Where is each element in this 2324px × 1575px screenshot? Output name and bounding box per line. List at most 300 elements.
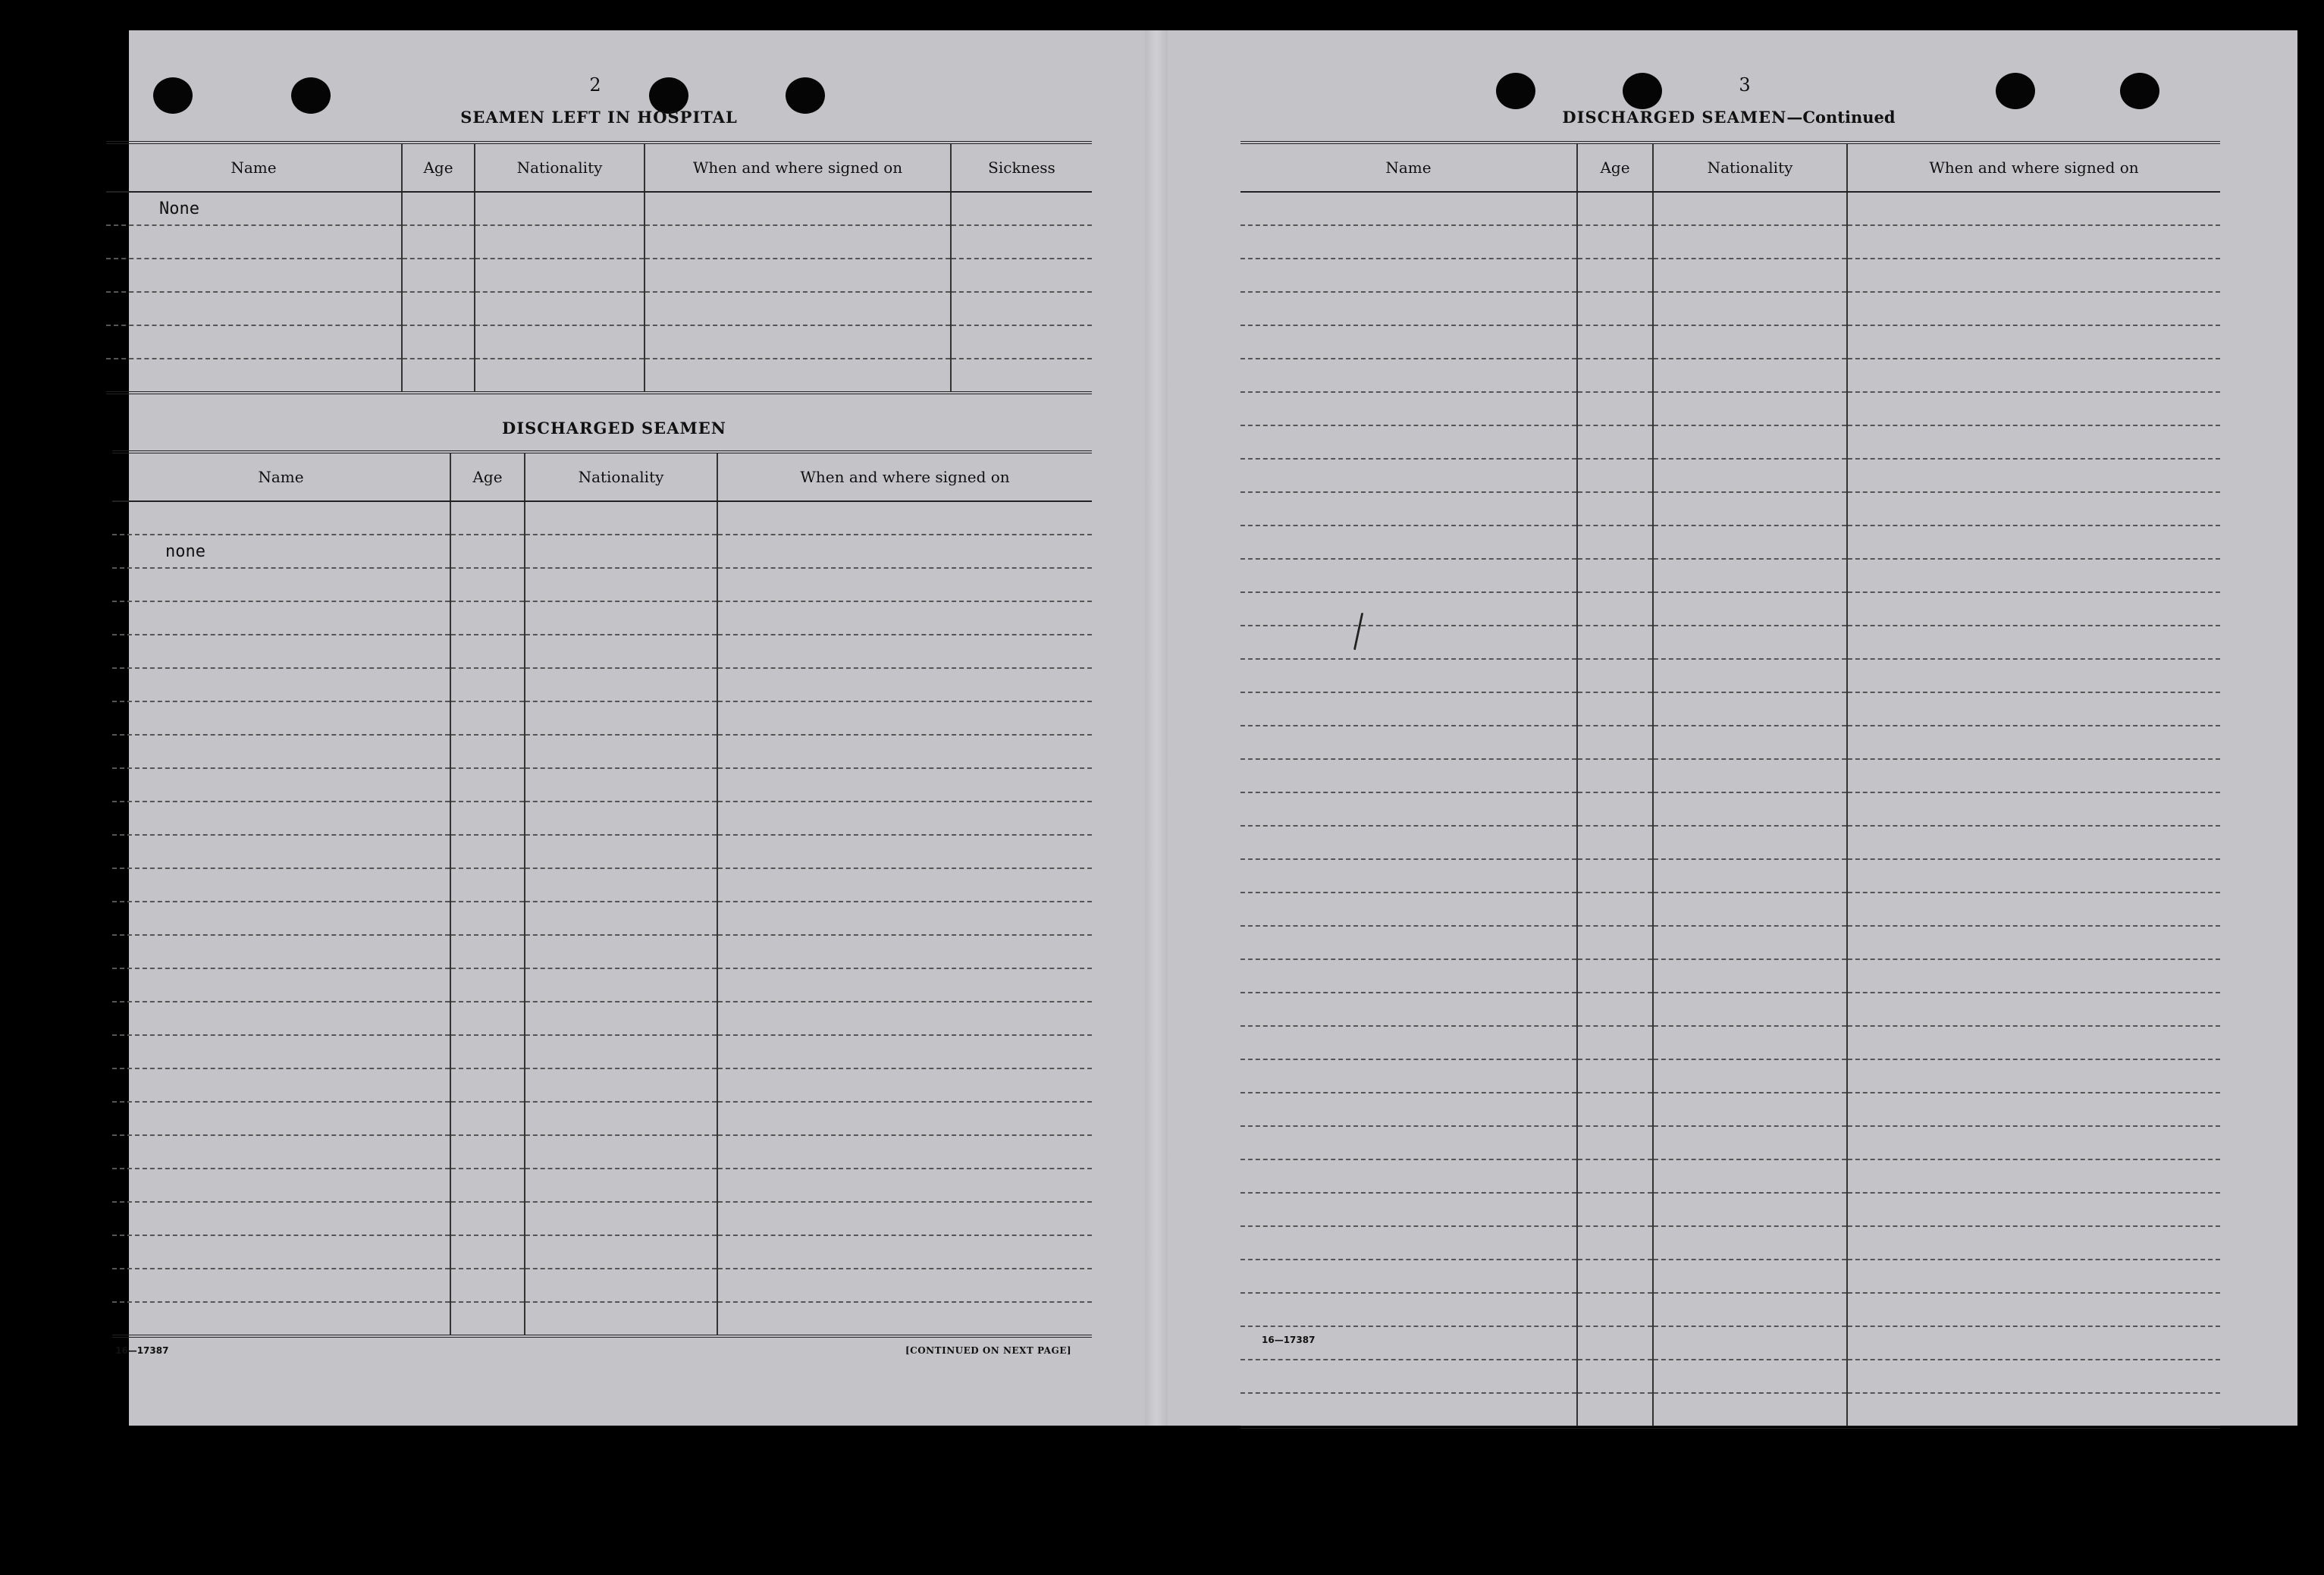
table-row [1240, 592, 2220, 626]
table-cell [1240, 392, 1577, 425]
table-row [1240, 526, 2220, 559]
discharged-table [112, 450, 1092, 1338]
table-cell [450, 701, 525, 735]
table-cell [1240, 192, 1577, 225]
table-cell [1577, 392, 1653, 425]
table-cell [1653, 993, 1847, 1026]
table-row [106, 259, 1092, 292]
table-cell [1577, 1193, 1653, 1226]
table-cell [525, 568, 717, 601]
table-row [1240, 425, 2220, 459]
table-row [112, 601, 1092, 635]
table-cell [1577, 192, 1653, 225]
table-cell [1577, 492, 1653, 526]
table-cell [717, 568, 1092, 601]
table-cell [1577, 592, 1653, 626]
table-cell [450, 1068, 525, 1102]
column-header: Nationality [1653, 143, 1847, 192]
table-cell [402, 259, 475, 292]
table-cell [1577, 826, 1653, 859]
table-cell [1240, 659, 1577, 692]
table-cell [1847, 926, 2220, 959]
table-cell [717, 1135, 1092, 1169]
table-cell [1240, 1226, 1577, 1260]
table-cell [112, 701, 450, 735]
table-cell [112, 1102, 450, 1135]
column-header: Name [1240, 143, 1577, 192]
table-cell [717, 1169, 1092, 1202]
table-cell [1577, 659, 1653, 692]
table-cell [1577, 1260, 1653, 1293]
binder-hole [786, 77, 825, 114]
table-cell [112, 935, 450, 968]
table-cell [525, 1002, 717, 1035]
table-row [1240, 626, 2220, 659]
table-cell [1653, 1093, 1847, 1126]
table-row [112, 668, 1092, 701]
table-cell [525, 802, 717, 835]
table-cell [450, 1169, 525, 1202]
table-cell [525, 1269, 717, 1302]
table-cell [450, 968, 525, 1002]
table-cell [1653, 926, 1847, 959]
table-cell [1847, 1326, 2220, 1360]
table-row [106, 292, 1092, 325]
table-row [1240, 492, 2220, 526]
table-cell [112, 735, 450, 768]
column-header: Name [106, 143, 402, 192]
table-cell [475, 192, 645, 225]
table-cell [1577, 926, 1653, 959]
table-cell [525, 968, 717, 1002]
table-row [1240, 292, 2220, 325]
column-header: When and where signed on [717, 452, 1092, 501]
table-cell [450, 635, 525, 668]
table-row [1240, 1393, 2220, 1427]
table-cell [1240, 993, 1577, 1026]
table-cell [1653, 1293, 1847, 1326]
table-cell [1240, 959, 1577, 993]
table-cell [1577, 692, 1653, 726]
table-cell [1577, 1326, 1653, 1360]
table-cell [525, 1302, 717, 1336]
table-cell [1240, 1093, 1577, 1126]
table-cell [1240, 792, 1577, 826]
table-row [1240, 859, 2220, 893]
table-cell [450, 735, 525, 768]
table-cell [717, 1235, 1092, 1269]
table-cell [450, 1269, 525, 1302]
table-cell [1847, 1026, 2220, 1059]
table-cell [1847, 392, 2220, 425]
table-cell [106, 259, 402, 292]
table-cell [1577, 792, 1653, 826]
column-header: When and where signed on [645, 143, 951, 192]
table-cell [1847, 1059, 2220, 1093]
table-cell [1653, 1026, 1847, 1059]
table-cell [717, 968, 1092, 1002]
table-cell [1240, 1260, 1577, 1293]
table-cell [1577, 626, 1653, 659]
table-row [1240, 225, 2220, 259]
table-cell [1240, 325, 1577, 359]
table-cell [645, 359, 951, 393]
table-cell [525, 668, 717, 701]
table-row [1240, 926, 2220, 959]
binder-hole [1496, 73, 1535, 109]
table-cell [1847, 1159, 2220, 1193]
table-cell [1653, 692, 1847, 726]
form-number-right: 16—17387 [1262, 1335, 1316, 1345]
table-cell [1577, 259, 1653, 292]
table-cell [1847, 325, 2220, 359]
table-cell [717, 1102, 1092, 1135]
table-cell [645, 325, 951, 359]
table-cell [1240, 1026, 1577, 1059]
table-cell [112, 1068, 450, 1102]
table-row [112, 1002, 1092, 1035]
continued-note: [CONTINUED ON NEXT PAGE] [905, 1345, 1072, 1356]
table-row [112, 535, 1092, 568]
discharged-section-title: DISCHARGED SEAMEN [502, 419, 726, 438]
table-cell [112, 1035, 450, 1068]
table-cell [525, 635, 717, 668]
table-cell [525, 501, 717, 535]
binder-hole [1996, 73, 2035, 109]
table-cell [1847, 1360, 2220, 1393]
table-cell [1240, 225, 1577, 259]
table-cell [717, 768, 1092, 802]
table-cell [1653, 1193, 1847, 1226]
table-cell [1240, 1059, 1577, 1093]
table-cell [112, 902, 450, 935]
table-row [112, 701, 1092, 735]
discharged-continued-suffix: —Continued [1786, 108, 1896, 127]
table-cell [1847, 626, 2220, 659]
table-row [1240, 1360, 2220, 1393]
table-cell [1847, 592, 2220, 626]
table-cell [112, 835, 450, 868]
table-cell [717, 1269, 1092, 1302]
table-cell [1847, 993, 2220, 1026]
table-cell [717, 701, 1092, 735]
table-cell [645, 192, 951, 225]
table-row [1240, 1159, 2220, 1193]
table-cell [525, 1235, 717, 1269]
hospital-table [106, 141, 1092, 394]
table-cell [1847, 1126, 2220, 1159]
table-cell [106, 359, 402, 393]
column-header: When and where signed on [1847, 143, 2220, 192]
table-cell [525, 1169, 717, 1202]
table-cell [717, 1035, 1092, 1068]
table-cell [951, 192, 1092, 225]
discharged-continued-table [1240, 141, 2220, 1429]
column-header: Nationality [475, 143, 645, 192]
table-cell [1577, 559, 1653, 592]
table-row [1240, 325, 2220, 359]
table-cell [1653, 325, 1847, 359]
table-cell [450, 768, 525, 802]
table-cell [1653, 526, 1847, 559]
column-header: Nationality [525, 452, 717, 501]
table-cell [1847, 726, 2220, 759]
table-cell [1847, 425, 2220, 459]
table-cell [112, 768, 450, 802]
table-row [1240, 1093, 2220, 1126]
table-cell [1653, 225, 1847, 259]
table-cell [1577, 325, 1653, 359]
table-cell [450, 668, 525, 701]
table-cell [1240, 592, 1577, 626]
table-cell [1653, 859, 1847, 893]
table-cell [402, 359, 475, 393]
table-cell [525, 1135, 717, 1169]
table-cell [402, 225, 475, 259]
table-cell [1847, 359, 2220, 392]
hospital-section-title: SEAMEN LEFT IN HOSPITAL [460, 108, 738, 127]
table-cell [112, 1202, 450, 1235]
table-cell [717, 835, 1092, 868]
table-cell [1240, 1360, 1577, 1393]
table-cell [475, 359, 645, 393]
table-cell [1847, 959, 2220, 993]
table-cell [1240, 259, 1577, 292]
table-row [106, 225, 1092, 259]
discharged-continued-title [1562, 108, 1895, 127]
table-cell [1847, 859, 2220, 893]
table-cell [450, 501, 525, 535]
table-cell [1240, 492, 1577, 526]
table-cell [1240, 893, 1577, 926]
table-cell [475, 225, 645, 259]
table-row [1240, 1193, 2220, 1226]
table-cell [450, 802, 525, 835]
table-row [112, 735, 1092, 768]
table-cell [951, 225, 1092, 259]
table-cell [1577, 1226, 1653, 1260]
table-cell [1577, 1159, 1653, 1193]
table-cell [1847, 759, 2220, 792]
table-row [112, 1068, 1092, 1102]
table-cell [525, 1068, 717, 1102]
table-cell [112, 1302, 450, 1336]
table-cell [112, 1235, 450, 1269]
table-cell [1847, 492, 2220, 526]
table-cell [1577, 1293, 1653, 1326]
table-cell [450, 1002, 525, 1035]
table-cell [1847, 459, 2220, 492]
table-cell [1577, 1360, 1653, 1393]
form-number-left: 16—17387 [115, 1345, 169, 1356]
table-cell [106, 225, 402, 259]
table-cell [1653, 425, 1847, 459]
table-cell [1847, 559, 2220, 592]
table-cell [1653, 459, 1847, 492]
table-cell [951, 325, 1092, 359]
table-cell [1653, 292, 1847, 325]
table-cell [1847, 292, 2220, 325]
table-cell [525, 768, 717, 802]
table-row [1240, 192, 2220, 225]
table-cell [1653, 893, 1847, 926]
table-row [112, 1302, 1092, 1336]
table-cell [1240, 1159, 1577, 1193]
table-cell [717, 1002, 1092, 1035]
table-cell [1653, 626, 1847, 659]
table-row [1240, 259, 2220, 292]
table-cell [450, 1102, 525, 1135]
column-header: Age [1577, 143, 1653, 192]
table-cell [1653, 592, 1847, 626]
table-cell [951, 359, 1092, 393]
table-cell [112, 868, 450, 902]
table-cell [1653, 259, 1847, 292]
table-cell [1577, 425, 1653, 459]
table-cell [106, 325, 402, 359]
table-cell [450, 1302, 525, 1336]
table-cell [1240, 559, 1577, 592]
table-row [112, 868, 1092, 902]
table-row [1240, 792, 2220, 826]
table-row [112, 1135, 1092, 1169]
table-cell [1653, 726, 1847, 759]
table-cell [1240, 1193, 1577, 1226]
table-cell [475, 292, 645, 325]
table-cell [450, 1235, 525, 1269]
table-cell [525, 835, 717, 868]
table-row [1240, 826, 2220, 859]
table-cell [1847, 526, 2220, 559]
table-row [112, 1269, 1092, 1302]
page-number-right: 3 [1739, 74, 1751, 96]
binder-hole [1623, 73, 1662, 109]
table-cell [1577, 1093, 1653, 1126]
table-cell [475, 325, 645, 359]
table-row [106, 359, 1092, 393]
table-cell [1240, 626, 1577, 659]
table-row [1240, 959, 2220, 993]
table-cell [1240, 459, 1577, 492]
table-cell [402, 292, 475, 325]
table-cell [1653, 1326, 1847, 1360]
table-row [1240, 993, 2220, 1026]
table-cell [1847, 1093, 2220, 1126]
table-row [112, 802, 1092, 835]
binder-hole [291, 77, 331, 114]
table-cell [1240, 292, 1577, 325]
table-cell [525, 735, 717, 768]
table-cell [112, 802, 450, 835]
table-cell [1847, 1226, 2220, 1260]
table-cell [1847, 659, 2220, 692]
table-row [1240, 1293, 2220, 1326]
table-row [1240, 1326, 2220, 1360]
table-cell [1240, 526, 1577, 559]
table-cell [717, 535, 1092, 568]
table-cell: none [112, 535, 450, 568]
table-cell [717, 635, 1092, 668]
table-cell [106, 292, 402, 325]
table-row [112, 935, 1092, 968]
table-cell [450, 868, 525, 902]
table-cell [1847, 259, 2220, 292]
table-cell [645, 259, 951, 292]
table-row [1240, 692, 2220, 726]
table-cell [112, 501, 450, 535]
table-cell [525, 535, 717, 568]
table-cell: None [106, 192, 402, 225]
table-cell [717, 802, 1092, 835]
table-cell [525, 601, 717, 635]
table-cell [1240, 826, 1577, 859]
table-cell [1577, 1059, 1653, 1093]
binder-hole [2120, 73, 2159, 109]
table-cell [1653, 792, 1847, 826]
table-cell [402, 192, 475, 225]
table-row [1240, 559, 2220, 592]
table-row [1240, 1126, 2220, 1159]
table-cell [450, 535, 525, 568]
table-cell [450, 1202, 525, 1235]
table-row [1240, 659, 2220, 692]
table-cell [1240, 425, 1577, 459]
table-row [106, 325, 1092, 359]
table-cell [112, 601, 450, 635]
table-cell [1847, 225, 2220, 259]
table-row [112, 635, 1092, 668]
table-cell [1577, 959, 1653, 993]
table-row [1240, 893, 2220, 926]
table-cell [1653, 826, 1847, 859]
table-cell [1847, 192, 2220, 225]
table-cell [1653, 492, 1847, 526]
table-row [1240, 392, 2220, 425]
table-row [112, 568, 1092, 601]
table-cell [717, 735, 1092, 768]
table-cell [951, 259, 1092, 292]
table-cell [717, 868, 1092, 902]
table-cell [717, 1202, 1092, 1235]
table-row [1240, 1026, 2220, 1059]
table-cell [717, 668, 1092, 701]
discharged-continued-title-main: DISCHARGED SEAMEN [1562, 108, 1787, 127]
table-cell [1240, 692, 1577, 726]
table-cell [1653, 759, 1847, 792]
table-cell [1577, 726, 1653, 759]
table-cell [450, 601, 525, 635]
table-row [106, 192, 1092, 225]
table-cell [525, 701, 717, 735]
table-cell [475, 259, 645, 292]
table-cell [1653, 559, 1847, 592]
table-cell [1653, 1360, 1847, 1393]
table-cell [1847, 1260, 2220, 1293]
table-cell [1653, 1059, 1847, 1093]
table-row [112, 835, 1092, 868]
table-cell [717, 1302, 1092, 1336]
table-cell [717, 935, 1092, 968]
table-cell [717, 501, 1092, 535]
table-cell [1240, 1393, 1577, 1427]
table-cell [717, 902, 1092, 935]
page-number-left: 2 [589, 74, 601, 96]
column-header: Age [402, 143, 475, 192]
table-cell [1653, 359, 1847, 392]
table-cell [525, 1102, 717, 1135]
table-cell [645, 225, 951, 259]
table-cell [525, 902, 717, 935]
